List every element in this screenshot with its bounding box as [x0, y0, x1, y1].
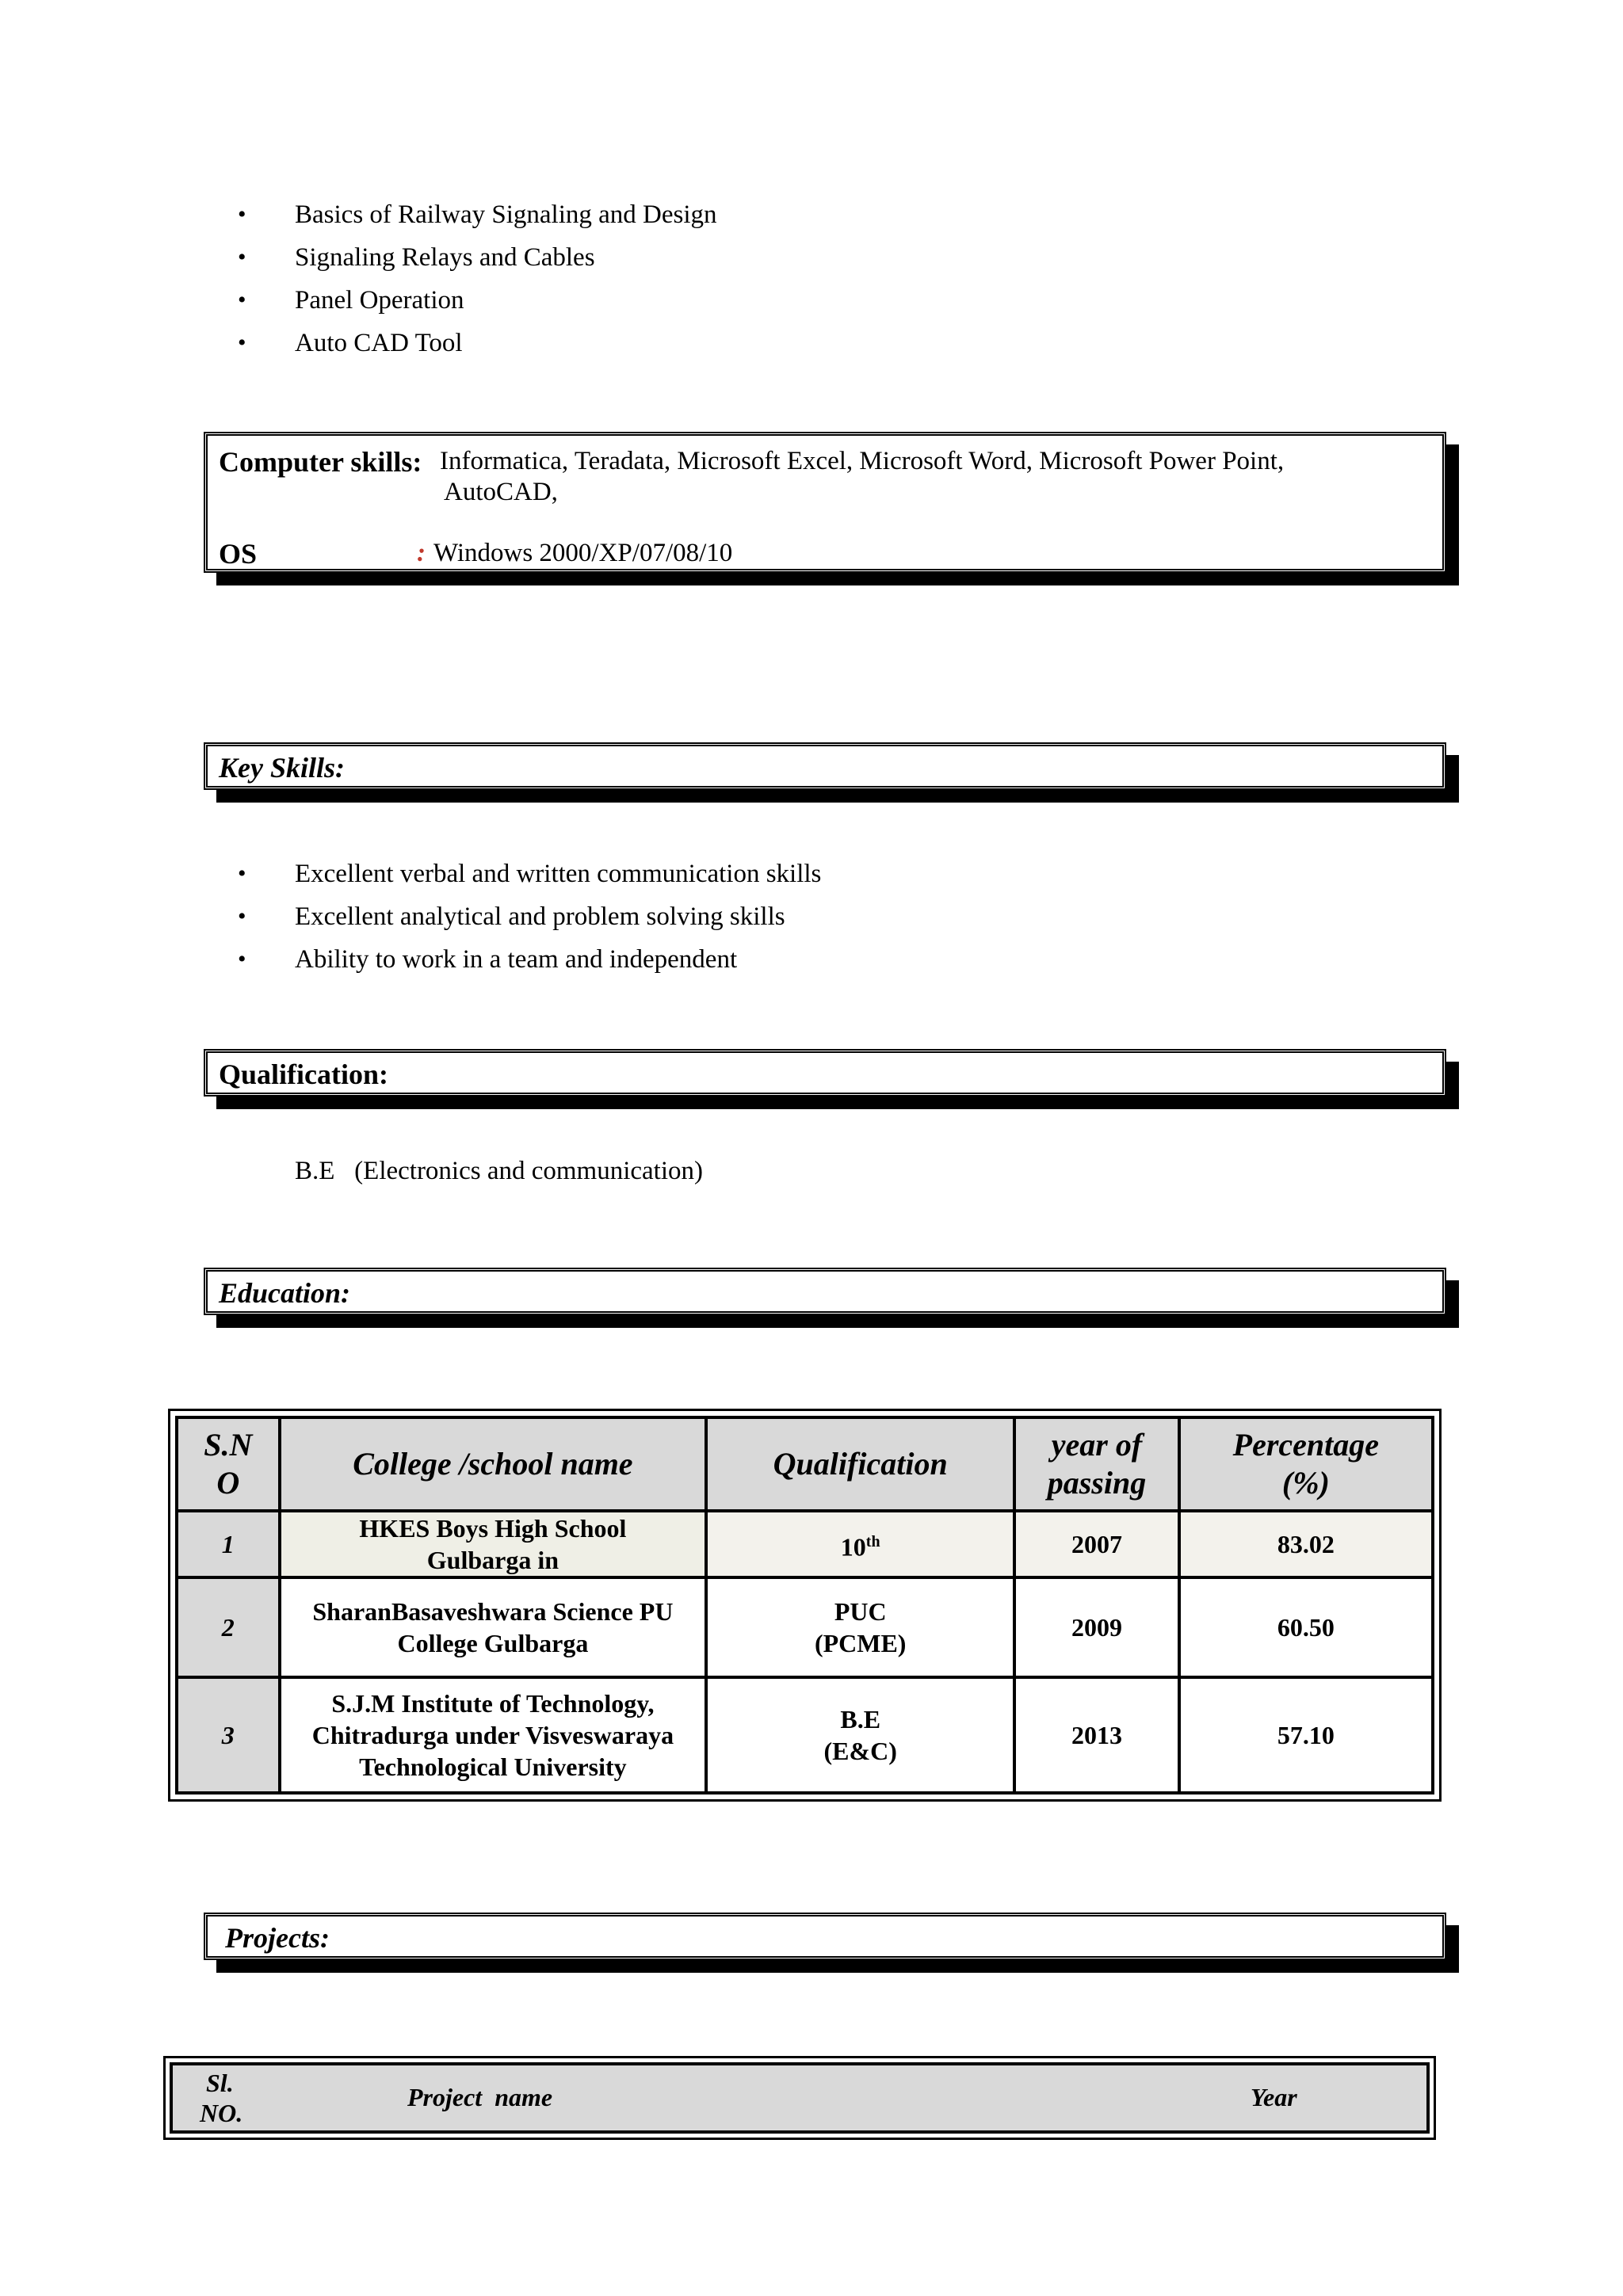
header-college: College /school name [280, 1417, 707, 1511]
cell-qualification: 10th [706, 1511, 1014, 1577]
cell-percentage: 57.10 [1179, 1677, 1433, 1793]
cell-college: SharanBasaveshwara Science PU College Gulbarga [280, 1577, 707, 1677]
table-row [177, 1677, 1433, 1793]
section-title: Qualification: [219, 1058, 388, 1090]
os-label: OS [219, 538, 258, 570]
header-sl-2: NO. [200, 2099, 243, 2127]
header-year: year of passing [1014, 1417, 1179, 1511]
cell-percentage: 83.02 [1179, 1511, 1433, 1577]
os-colon: : [417, 539, 426, 567]
list-item: • Signaling Relays and Cables [238, 236, 717, 279]
cell-college: HKES Boys High School Gulbarga in [280, 1511, 707, 1577]
cell-year: 2007 [1014, 1511, 1179, 1577]
table-row [177, 1577, 1433, 1677]
cell-qualification: PUC (PCME) [706, 1577, 1014, 1677]
header-sno: S.N O [177, 1417, 280, 1511]
os-value: Windows 2000/XP/07/08/10 [433, 539, 733, 567]
projects-header [204, 1913, 1446, 1960]
section-title: Projects: [225, 1922, 330, 1954]
qualification-header [204, 1049, 1446, 1097]
list-item: • Ability to work in a team and independent [238, 938, 821, 981]
list-item: • Basics of Railway Signaling and Design [238, 193, 717, 236]
header-percentage: Percentage (%) [1179, 1417, 1433, 1511]
header-sl-1: Sl. [206, 2069, 234, 2097]
header-year: Year [1251, 2083, 1297, 2111]
qualification-text: B.E (Electronics and communication) [295, 1157, 704, 1185]
section-title: Key Skills: [219, 752, 345, 784]
cell-college: S.J.M Institute of Technology, Chitradurga under Visveswaraya Technological University [280, 1677, 707, 1793]
education-table [175, 1416, 1434, 1794]
list-item: • Panel Operation [238, 279, 717, 322]
training-list [238, 193, 717, 364]
list-item: • Excellent analytical and problem solving skills [238, 895, 821, 938]
list-item: • Excellent verbal and written communication skills [238, 852, 821, 895]
cell-sno: 3 [177, 1677, 280, 1793]
cell-year: 2013 [1014, 1677, 1179, 1793]
table-row [177, 1511, 1433, 1577]
cell-sno: 2 [177, 1577, 280, 1677]
computer-skills-line1: Informatica, Teradata, Microsoft Excel, Microsoft Word, Microsoft Power Point, [440, 447, 1285, 475]
education-header [204, 1268, 1446, 1315]
computer-skills-box [204, 432, 1446, 573]
key-skills-header [204, 742, 1446, 790]
table-header-row [177, 1417, 1433, 1511]
key-skills-list [238, 852, 821, 981]
cell-sno: 1 [177, 1511, 280, 1577]
computer-skills-label: Computer skills: [219, 446, 422, 478]
projects-table-header [170, 2062, 1430, 2134]
cell-qualification: B.E (E&C) [706, 1677, 1014, 1793]
header-project-name: Project name [407, 2083, 553, 2111]
cell-year: 2009 [1014, 1577, 1179, 1677]
cell-percentage: 60.50 [1179, 1577, 1433, 1677]
list-item: • Auto CAD Tool [238, 322, 717, 364]
computer-skills-line2: AutoCAD, [444, 478, 558, 506]
section-title: Education: [219, 1277, 351, 1309]
header-qualification: Qualification [706, 1417, 1014, 1511]
